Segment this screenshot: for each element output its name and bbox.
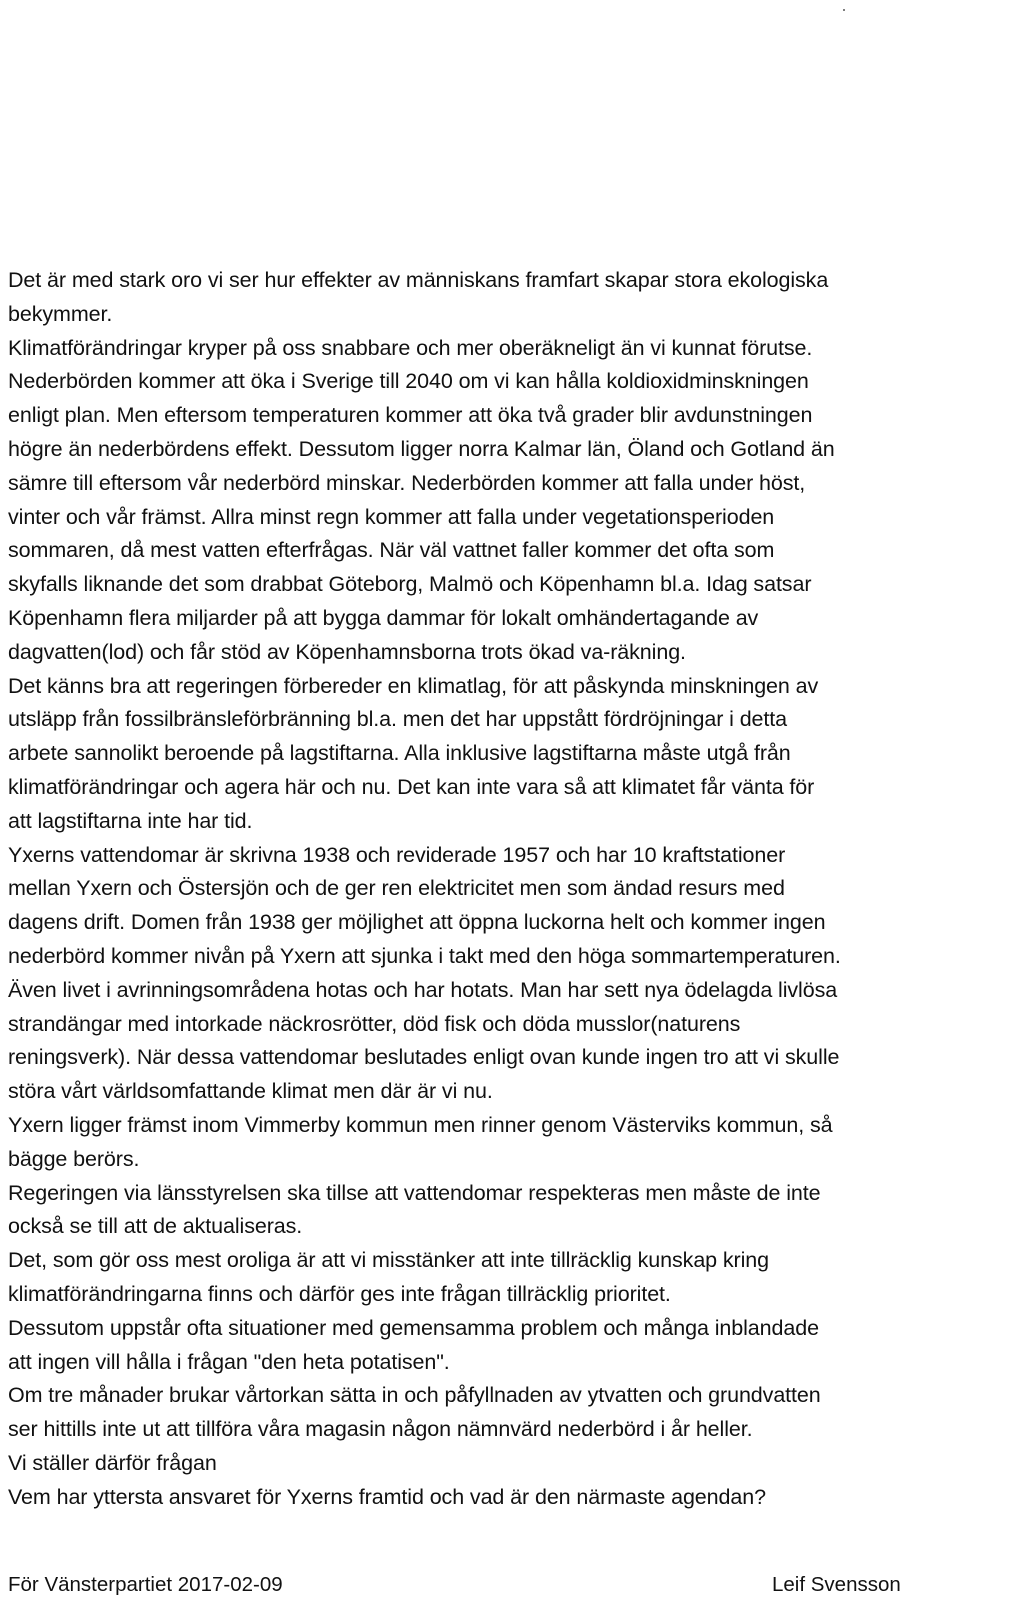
body-line: klimatförändringarna finns och därför ges inte frågan tillräcklig prioritet.: [8, 1281, 671, 1306]
body-line: Regeringen via länsstyrelsen ska tillse att vattendomar respekteras men måste de inte: [8, 1180, 821, 1205]
body-line: klimatförändringar och agera här och nu. Det kan inte vara så att klimatet får vänta för: [8, 774, 815, 799]
body-line: enligt plan. Men eftersom temperaturen kommer att öka två grader blir avdunstningen: [8, 403, 813, 428]
body-line: Vi ställer därför frågan: [8, 1450, 217, 1475]
body-line: Yxerns vattendomar är skrivna 1938 och reviderade 1957 och har 10 kraftstationer: [8, 842, 786, 867]
body-line: att lagstiftarna inte har tid.: [8, 808, 253, 833]
body-line: dagens drift. Domen från 1938 ger möjlighet att öppna luckorna helt och kommer ingen: [8, 910, 826, 935]
body-line: dagvatten(lod) och får stöd av Köpenhamnsborna trots ökad va-räkning.: [8, 639, 686, 664]
scan-speck: [843, 9, 845, 11]
body-line: Nederbörden kommer att öka i Sverige till 2040 om vi kan hålla koldioxidminskningen: [8, 369, 809, 394]
body-line: sommaren, då mest vatten efterfrågas. När väl vattnet faller kommer det ofta som: [8, 538, 775, 563]
body-line: strandängar med intorkade näckrosrötter, död fisk och döda musslor(naturens: [8, 1011, 741, 1036]
body-line: också se till att de aktualiseras.: [8, 1214, 303, 1239]
document-body: [8, 264, 1018, 1514]
body-line: reningsverk). När dessa vattendomar beslutades enligt ovan kunde ingen tro att vi skulle: [8, 1045, 840, 1070]
body-line: Klimatförändringar kryper på oss snabbare och mer oberäkneligt än vi kunnat förutse.: [8, 335, 813, 360]
body-line: Köpenhamn flera miljarder på att bygga dammar för lokalt omhändertagande av: [8, 605, 759, 630]
body-line: Vem har yttersta ansvaret för Yxerns framtid och vad är den närmaste agendan?: [8, 1484, 766, 1509]
body-line: Det, som gör oss mest oroliga är att vi misstänker att inte tillräcklig kunskap kring: [8, 1248, 770, 1273]
body-line: bägge berörs.: [8, 1146, 140, 1171]
body-line: att ingen vill hålla i frågan "den heta potatisen".: [8, 1349, 450, 1374]
footer-party-date: För Vänsterpartiet 2017-02-09: [8, 1573, 283, 1596]
body-line: sämre till eftersom vår nederbörd minskar. Nederbörden kommer att falla under höst,: [8, 470, 806, 495]
body-line: högre än nederbördens effekt. Dessutom ligger norra Kalmar län, Öland och Gotland än: [8, 436, 835, 461]
footer-signatory: Leif Svensson: [772, 1573, 901, 1596]
body-line: nederbörd kommer nivån på Yxern att sjunka i takt med den höga sommartemperaturen.: [8, 943, 841, 968]
body-line: bekymmer.: [8, 301, 113, 326]
body-line: Dessutom uppstår ofta situationer med gemensamma problem och många inblandade: [8, 1315, 819, 1340]
body-line: arbete sannolikt beroende på lagstiftarna. Alla inklusive lagstiftarna måste utgå från: [8, 741, 791, 766]
body-line: Även livet i avrinningsområdena hotas och har hotats. Man har sett nya ödelagda livlösa: [8, 977, 838, 1002]
body-line: Det är med stark oro vi ser hur effekter av människans framfart skapar stora ekologiska: [8, 268, 829, 292]
body-line: skyfalls liknande det som drabbat Göteborg, Malmö och Köpenhamn bl.a. Idag satsar: [8, 572, 812, 597]
body-line: utsläpp från fossilbränsleförbränning bl.a. men det har uppstått fördröjningar i detta: [8, 707, 788, 732]
body-line: störa vårt världsomfattande klimat men där är vi nu.: [8, 1079, 493, 1104]
body-line: Om tre månader brukar vårtorkan sätta in och påfyllnaden av ytvatten och grundvatten: [8, 1383, 821, 1408]
body-line: mellan Yxern och Östersjön och de ger ren elektricitet men som ändad resurs med: [8, 876, 785, 901]
body-line: Yxern ligger främst inom Vimmerby kommun men rinner genom Västerviks kommun, så: [8, 1112, 833, 1137]
body-line: Det känns bra att regeringen förbereder en klimatlag, för att påskynda minskningen av: [8, 673, 819, 698]
body-line: ser hittills inte ut att tillföra våra magasin någon nämnvärd nederbörd i år heller.: [8, 1417, 753, 1442]
body-line: vinter och vår främst. Allra minst regn kommer att falla under vegetationsperioden: [8, 504, 775, 529]
